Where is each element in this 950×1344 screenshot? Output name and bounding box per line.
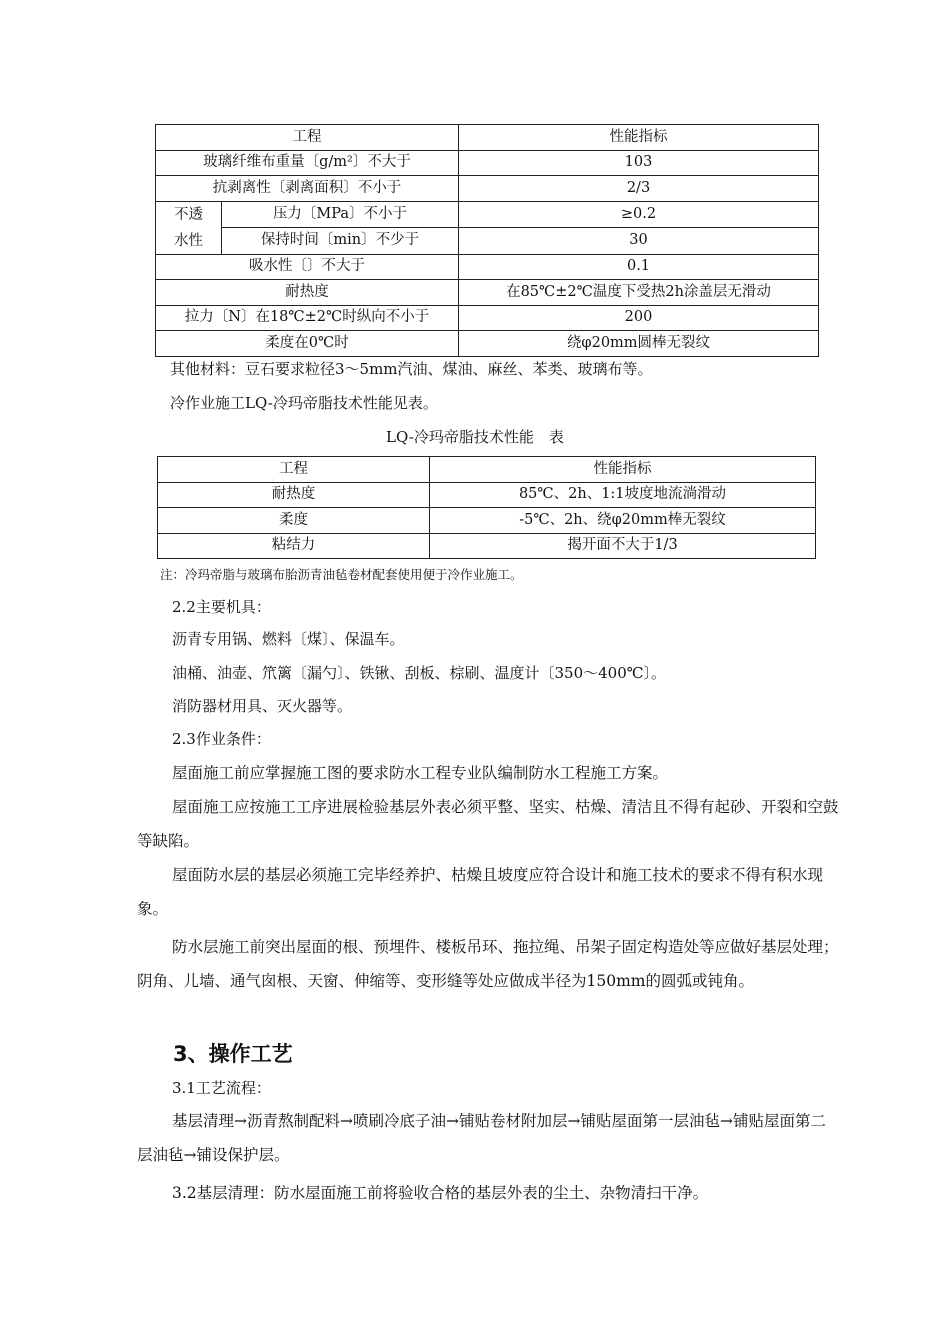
- table-cell: -5℃、2h、绕φ20mm棒无裂纹: [430, 508, 816, 534]
- cold-intro-text: 冷作业施工LQ-冷玛帝脂技术性能见表。: [170, 394, 438, 412]
- paragraph: 屋面施工应按施工工序进展检验基层外表必须平整、坚实、枯燥、清洁且不得有起砂、开裂和空鼓等缺陷。: [137, 798, 839, 850]
- table-cell: 200: [459, 305, 819, 331]
- table-cell: 柔度在0℃时: [156, 331, 459, 357]
- table-row: [156, 254, 819, 280]
- header-cell: 性能指标: [459, 125, 819, 151]
- table-cell: 30: [459, 228, 819, 255]
- table-row: [156, 280, 819, 306]
- table-cell: 抗剥离性〔剥离面积〕不小于: [156, 176, 459, 202]
- tool-line: 沥青专用锅、燃料〔煤〕、保温车。: [172, 630, 405, 648]
- table-caption: LQ-冷玛帝脂技术性能 表: [386, 428, 564, 446]
- table-header-row: [156, 125, 819, 151]
- table-cell: 85℃、2h、1:1坡度地流淌滑动: [430, 482, 816, 508]
- table-cell: 2/3: [459, 176, 819, 202]
- table-cell: 0.1: [459, 254, 819, 280]
- table-cell: 压力〔MPa〕不小于: [222, 201, 459, 228]
- header-cell: 工程: [158, 457, 430, 483]
- paragraph: 屋面防水层的基层必须施工完毕经养护、枯燥且坡度应符合设计和施工技术的要求不得有积水现象。: [137, 866, 824, 918]
- table-cell: 柔度: [158, 508, 430, 534]
- table-row: [156, 331, 819, 357]
- paragraph: 基层清理→沥青熬制配料→喷刷冷底子油→铺贴卷材附加层→铺贴屋面第一层油毡→铺贴屋面第二层油毡→铺设保护层。: [137, 1112, 826, 1164]
- section-title: 2.3作业条件：: [172, 730, 271, 748]
- header-cell: 性能指标: [430, 457, 816, 483]
- table-row: [156, 150, 819, 176]
- table-cell: 吸水性〔〕不大于: [156, 254, 459, 280]
- table-row: [158, 533, 816, 559]
- table-row: [156, 176, 819, 202]
- table-cell: 耐热度: [156, 280, 459, 306]
- material-spec-table: [155, 124, 819, 357]
- table-header-row: [158, 457, 816, 483]
- paragraph: 屋面施工前应掌握施工图的要求防水工程专业队编制防水工程施工方案。: [172, 764, 669, 782]
- header-cell: 工程: [156, 125, 459, 151]
- table-row: [156, 228, 819, 255]
- paragraph: 3.2基层清理：防水屋面施工前将验收合格的基层外表的尘土、杂物清扫干净。: [172, 1184, 709, 1202]
- table-row: [158, 508, 816, 534]
- table-cell: 保持时间〔min〕不少于: [222, 228, 459, 255]
- table-cell: 在85℃±2℃温度下受热2h涂盖层无滑动: [459, 280, 819, 306]
- table-row: [156, 305, 819, 331]
- cold-mastic-table: [157, 456, 816, 559]
- group-label: 不透水性: [174, 206, 203, 249]
- table-cell: ≥0.2: [459, 201, 819, 228]
- table-row: [158, 482, 816, 508]
- other-materials-text: 其他材料：豆石要求粒径3～5mm汽油、煤油、麻丝、苯类、玻璃布等。: [170, 360, 653, 378]
- table-note: 注：冷玛帝脂与玻璃布胎沥青油毡卷材配套使用便于冷作业施工。: [160, 567, 523, 582]
- group-label-cell: [156, 201, 222, 254]
- tool-line: 消防器材用具、灭火器等。: [172, 697, 353, 715]
- table-row: [156, 201, 819, 228]
- section-title: 2.2主要机具：: [172, 598, 271, 616]
- table-cell: 玻璃纤维布重量〔g/m²〕不大于: [156, 150, 459, 176]
- table-cell: 绕φ20mm圆棒无裂纹: [459, 331, 819, 357]
- paragraph: 防水层施工前突出屋面的根、预埋件、楼板吊环、拖拉绳、吊架子固定构造处等应做好基层处理；阴角、儿墙、通气囱根、天窗、伸缩等、变形缝等处应做成半径为150mm的圆弧或钝角。: [137, 938, 839, 990]
- table-cell: 粘结力: [158, 533, 430, 559]
- tool-line: 油桶、油壶、笊篱〔漏勺〕、铁锹、刮板、棕刷、温度计〔350～400℃〕。: [172, 664, 667, 682]
- section-heading: 3、操作工艺: [173, 1042, 293, 1066]
- table-cell: 耐热度: [158, 482, 430, 508]
- section-title: 3.1工艺流程：: [172, 1079, 271, 1097]
- table-cell: 103: [459, 150, 819, 176]
- table-cell: 拉力〔N〕在18℃±2℃时纵向不小于: [156, 305, 459, 331]
- table-cell: 揭开面不大于1/3: [430, 533, 816, 559]
